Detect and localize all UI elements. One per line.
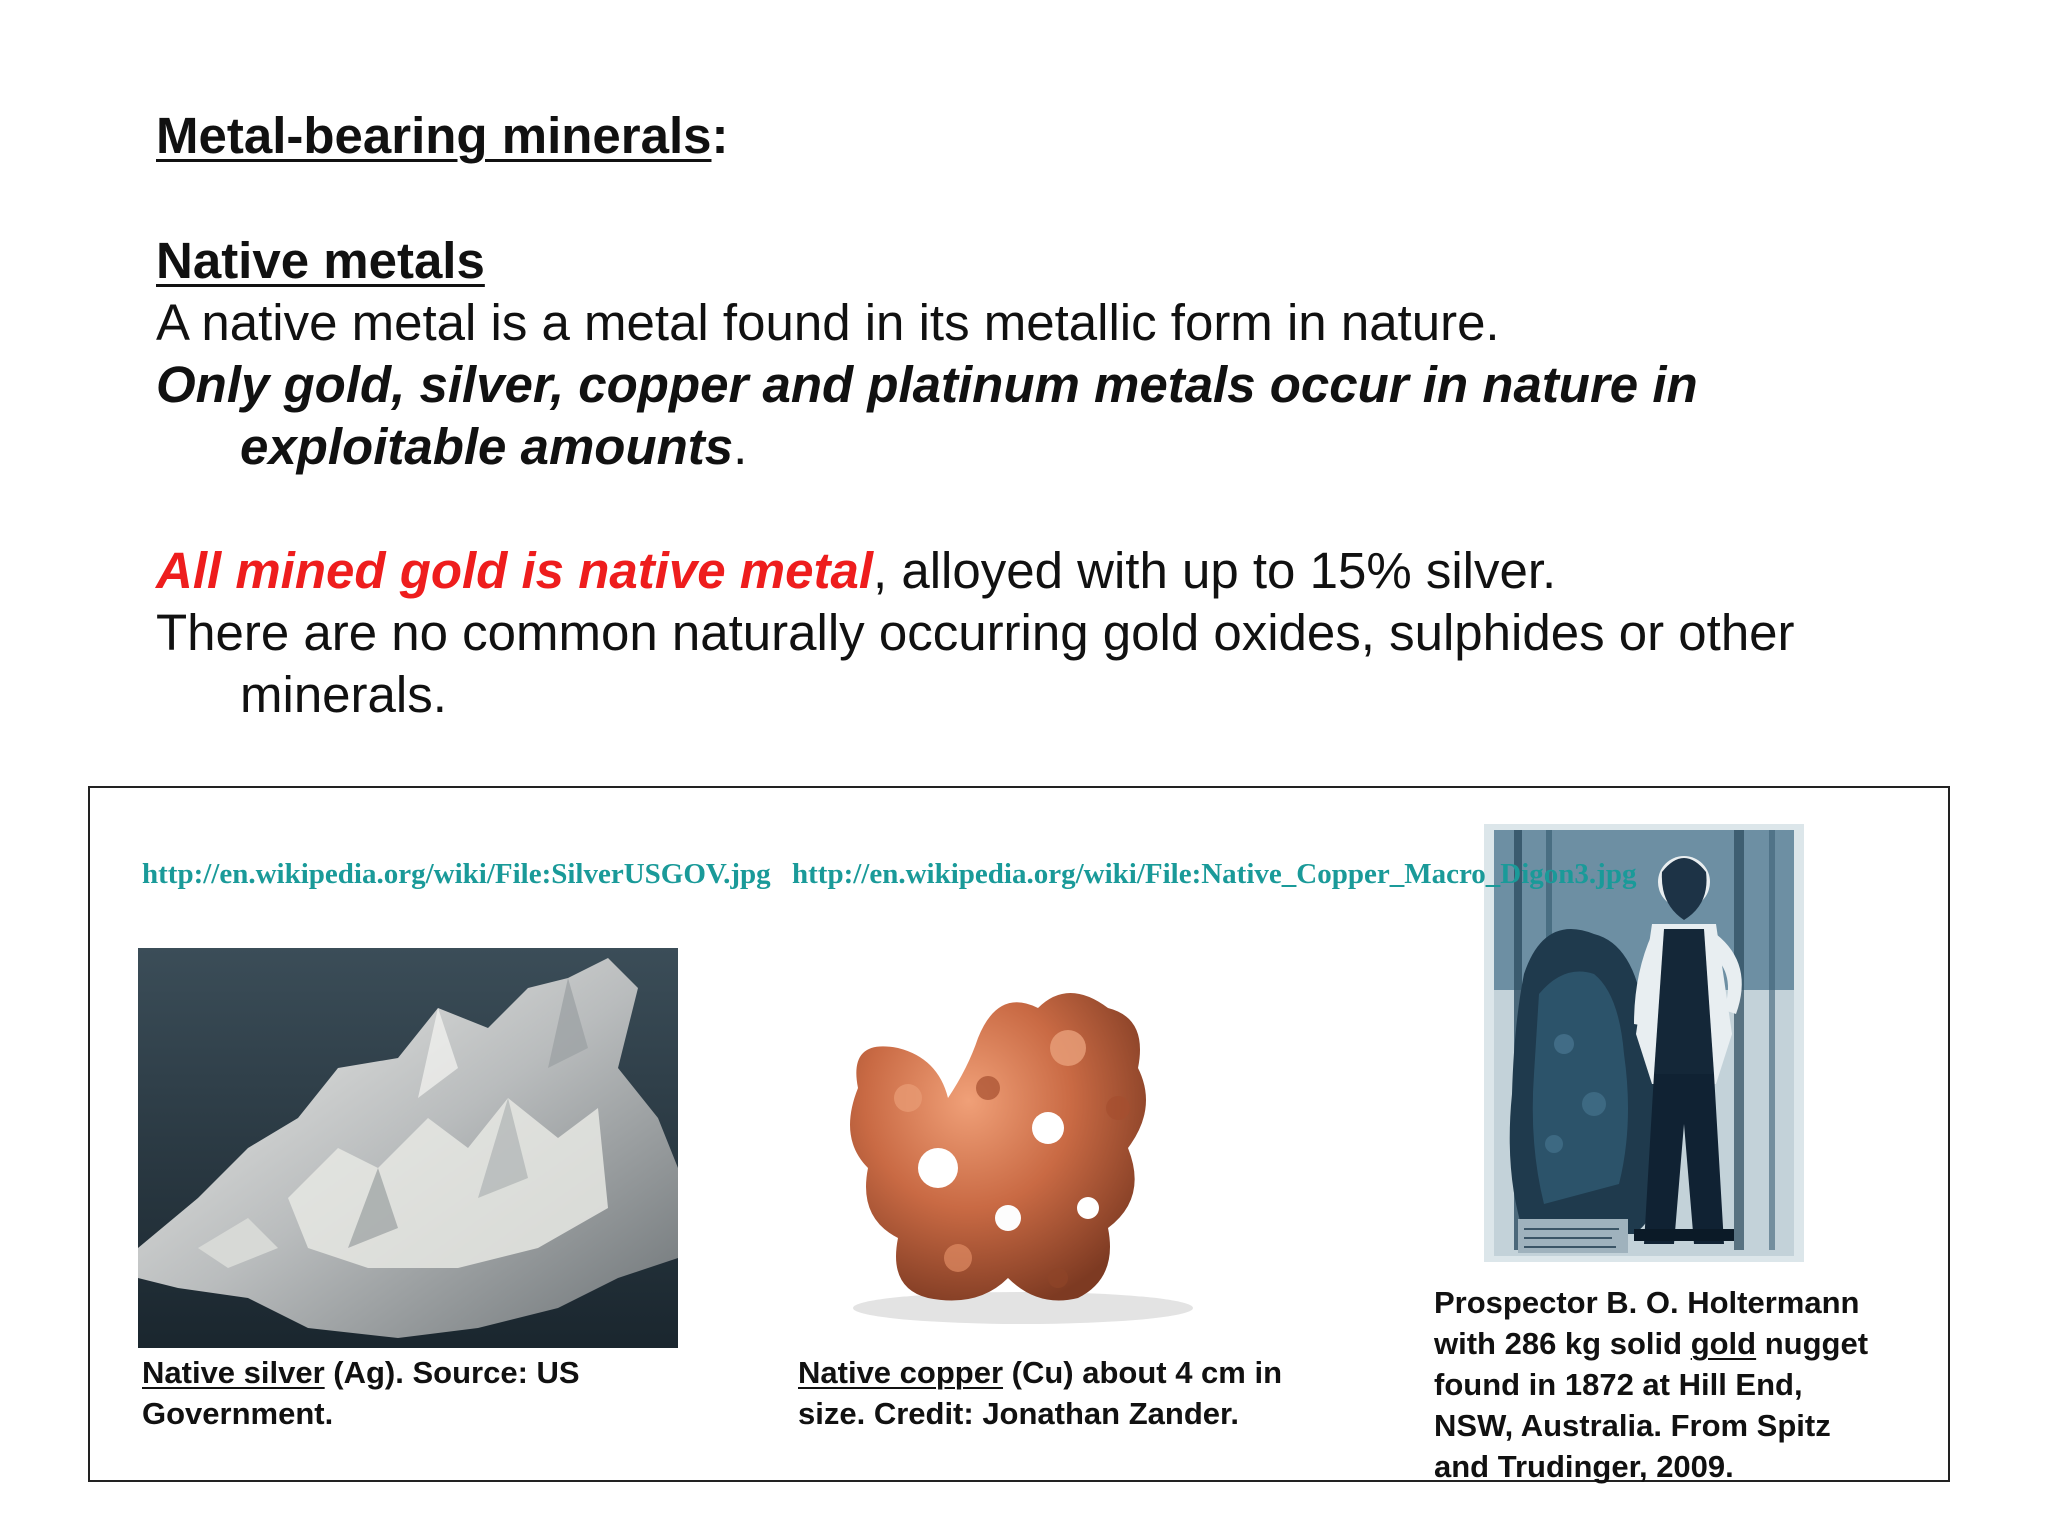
gold-minerals-line1: There are no common naturally occurring gold oxides, sulphides or other <box>156 604 1795 661</box>
exploitable-metals-line1: Only gold, silver, copper and platinum metals occur in nature in <box>156 356 1698 413</box>
native-metal-definition: A native metal is a metal found in its metallic form in nature. <box>156 294 1500 351</box>
native-silver-caption: Native silver (Ag). Source: US Government. <box>142 1355 580 1431</box>
page-title: Metal-bearing minerals: <box>156 107 729 164</box>
gold-minerals-line2: minerals. <box>240 666 447 723</box>
gold-link[interactable]: gold <box>1690 1326 1757 1361</box>
native-silver-link[interactable]: Native silver <box>142 1355 325 1390</box>
copper-source-url[interactable]: http://en.wikipedia.org/wiki/File:Native_Copper_Macro_Digon3.jpg <box>792 858 1637 890</box>
exploitable-metals-line2: exploitable amounts. <box>240 418 748 475</box>
native-copper-link[interactable]: Native copper <box>798 1355 1004 1390</box>
section-heading-native-metals: Native metals <box>156 232 485 289</box>
gold-statement: All mined gold is native metal, alloyed with up to 15% silver. <box>156 542 1557 599</box>
native-copper-photo <box>818 978 1218 1338</box>
native-copper-caption: Native copper (Cu) about 4 cm in size. Credit: Jonathan Zander. <box>798 1355 1283 1431</box>
silver-source-url[interactable]: http://en.wikipedia.org/wiki/File:SilverUSGOV.jpg <box>142 858 771 890</box>
prospector-caption: Prospector B. O. Holtermann with 286 kg solid gold nugget found in 1872 at Hill End, NSW, Australia. From Spitz and Trudinger, 2009. <box>1434 1285 1869 1484</box>
native-silver-photo <box>138 948 678 1348</box>
